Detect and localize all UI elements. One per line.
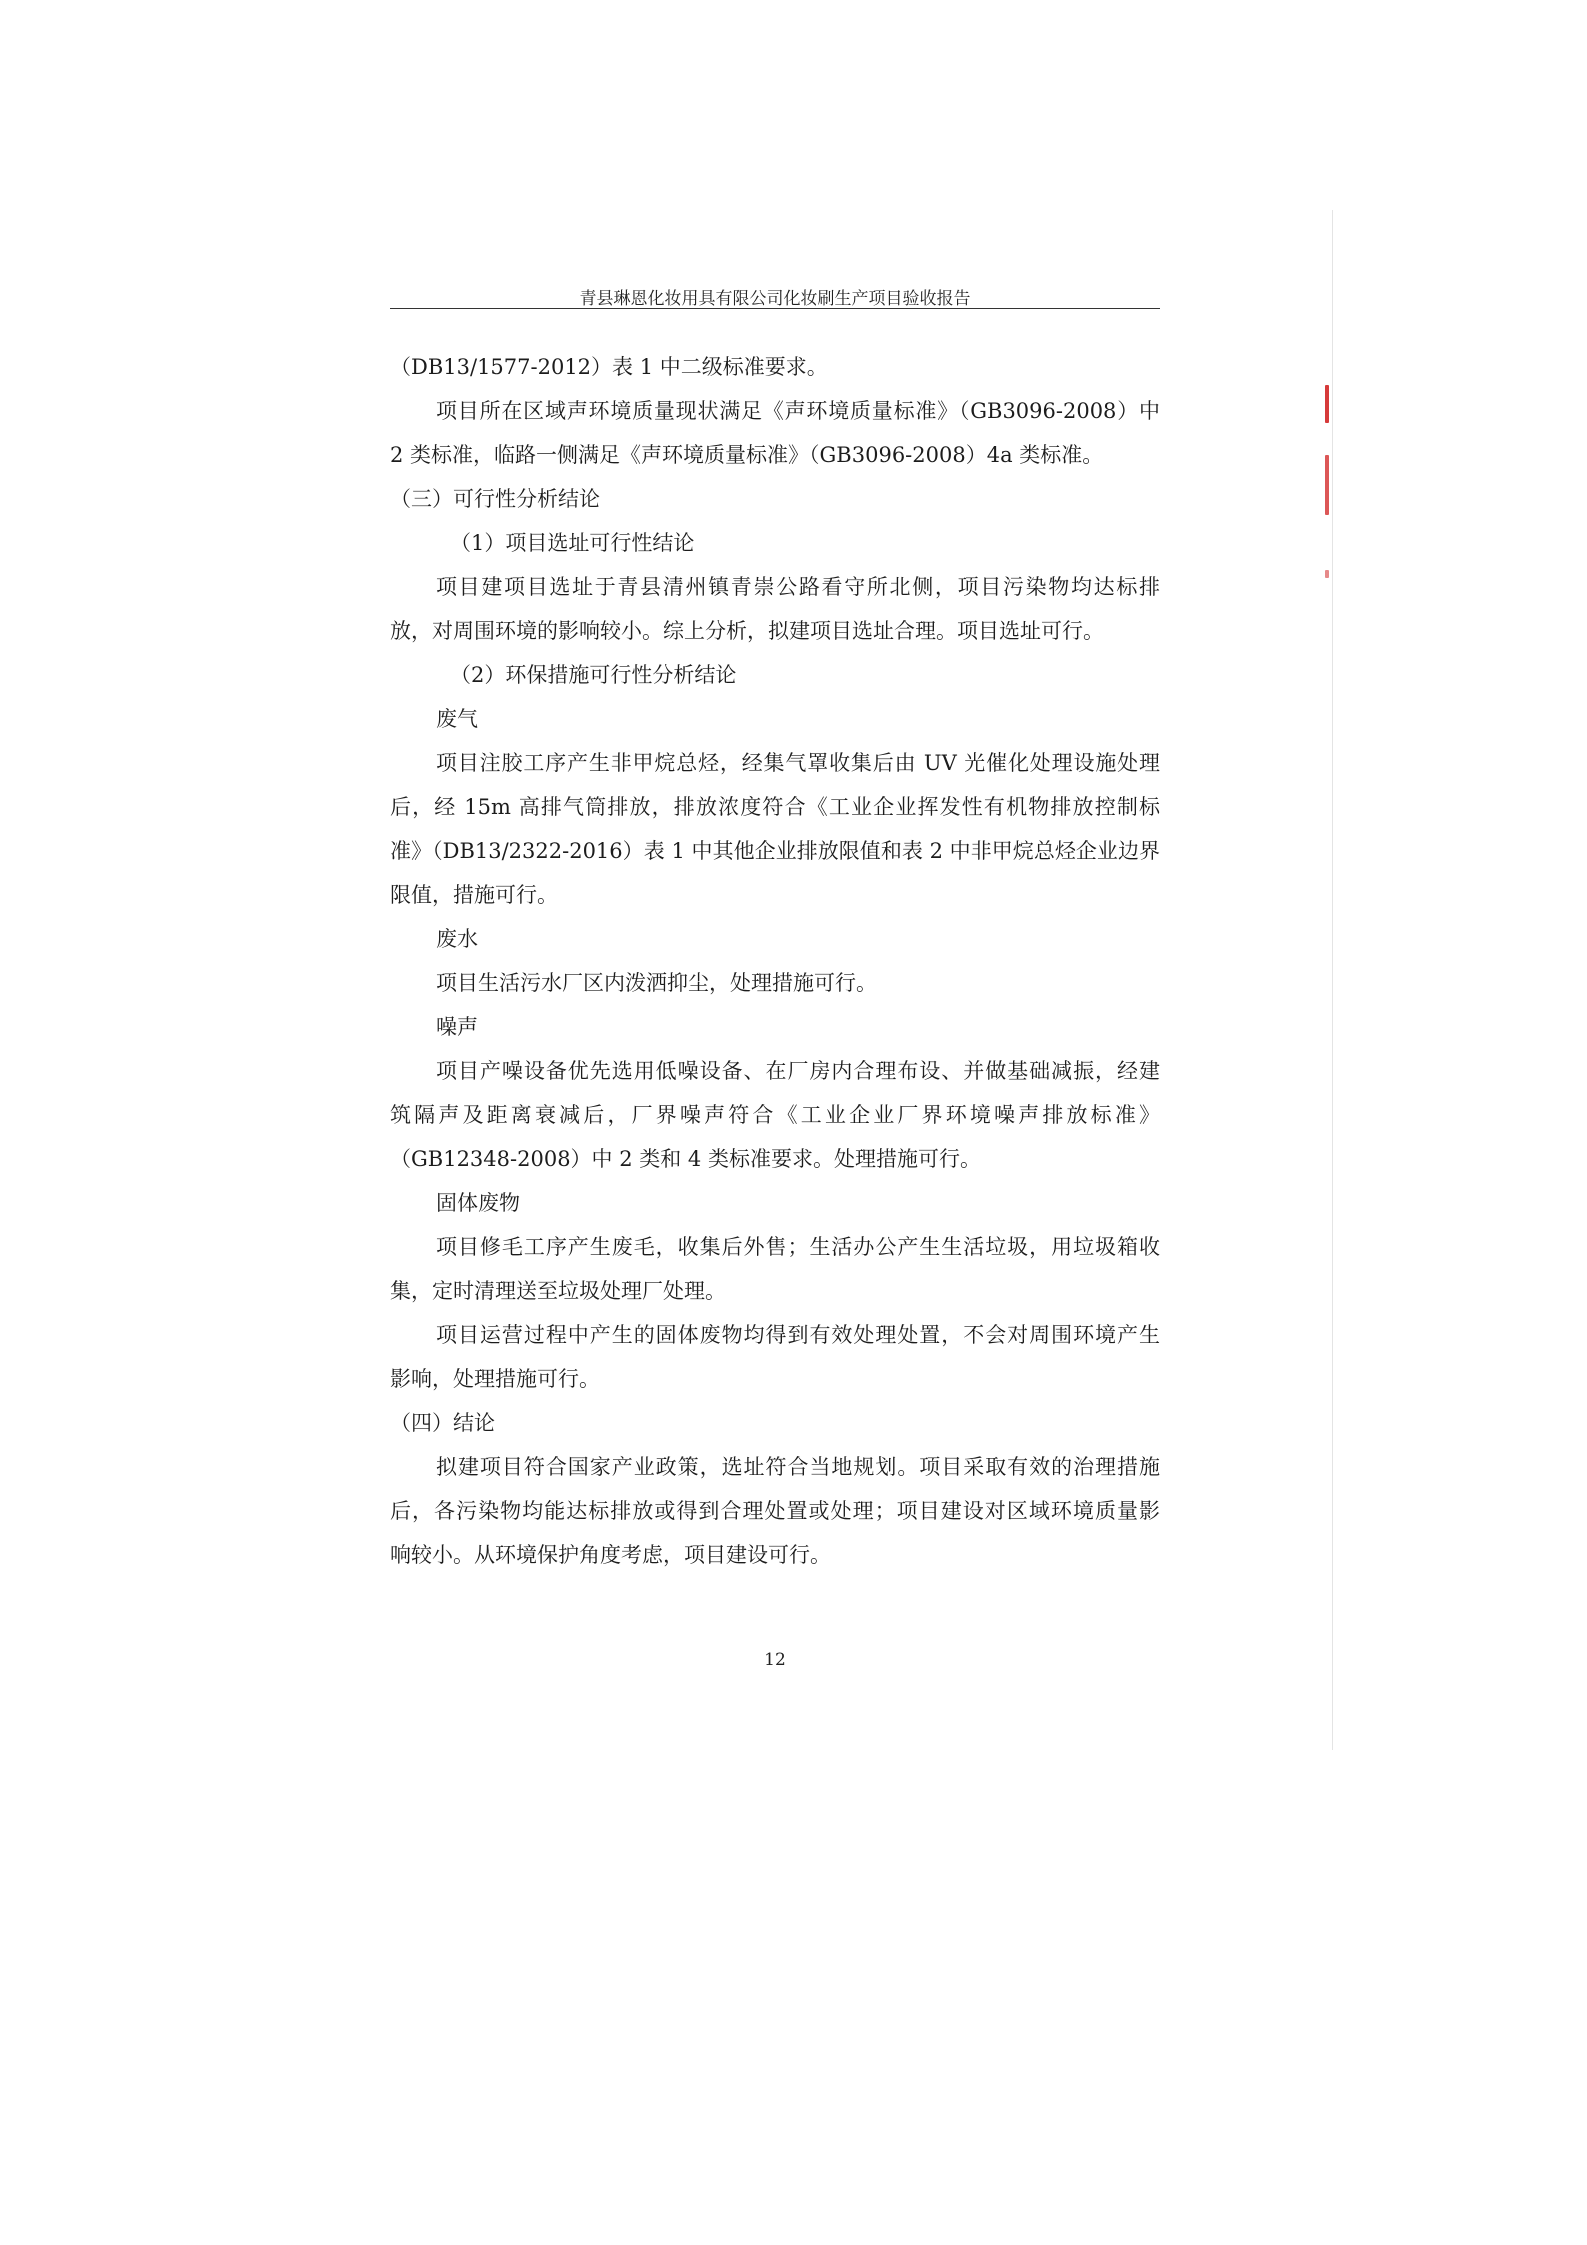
- body-line: 筑隔声及距离衰减后，厂界噪声符合《工业企业厂界环境噪声排放标准》: [390, 1103, 1160, 1127]
- seal-edge-mark: [1325, 385, 1329, 423]
- body-line: 准》（DB13/2322-2016）表 1 中其他企业排放限值和表 2 中非甲烷总烃企业边界: [390, 839, 1160, 863]
- running-header: 青县琳恩化妆用具有限公司化妆刷生产项目验收报告: [579, 289, 971, 309]
- body-line: 项目修毛工序产生废毛，收集后外售；生活办公产生生活垃圾，用垃圾箱收: [436, 1235, 1160, 1259]
- body-line: （四）结论: [390, 1411, 495, 1435]
- body-line: 拟建项目符合国家产业政策，选址符合当地规划。项目采取有效的治理措施: [436, 1455, 1160, 1479]
- body-line: 响较小。从环境保护角度考虑，项目建设可行。: [390, 1543, 831, 1567]
- report-body: [390, 345, 1160, 1577]
- body-line: 项目产噪设备优先选用低噪设备、在厂房内合理布设、并做基础减振，经建: [436, 1059, 1160, 1083]
- body-line: （DB13/1577-2012）表 1 中二级标准要求。: [390, 355, 828, 379]
- body-line: 项目所在区域声环境质量现状满足《声环境质量标准》（GB3096-2008）中: [436, 399, 1160, 423]
- body-line: 后，经 15m 高排气筒排放，排放浓度符合《工业企业挥发性有机物排放控制标: [390, 795, 1160, 819]
- body-line: 影响，处理措施可行。: [390, 1367, 600, 1391]
- header-rule: [390, 308, 1160, 309]
- body-line: 噪声: [436, 1015, 478, 1039]
- body-line: 废气: [436, 707, 478, 731]
- body-line: 项目注胶工序产生非甲烷总烃，经集气罩收集后由 UV 光催化处理设施处理: [436, 751, 1160, 775]
- body-line: 2 类标准，临路一侧满足《声环境质量标准》（GB3096-2008）4a 类标准。: [390, 443, 1104, 467]
- seal-edge-mark: [1325, 455, 1329, 515]
- scan-edge-line: [1332, 210, 1333, 1750]
- body-line: 后，各污染物均能达标排放或得到合理处置或处理；项目建设对区域环境质量影: [390, 1499, 1160, 1523]
- body-line: 固体废物: [436, 1191, 520, 1215]
- body-line: 项目生活污水厂区内泼洒抑尘，处理措施可行。: [436, 971, 877, 995]
- body-line: 废水: [436, 927, 478, 951]
- body-line: 放，对周围环境的影响较小。综上分析，拟建项目选址合理。项目选址可行。: [390, 619, 1104, 643]
- body-line: （三）可行性分析结论: [390, 487, 600, 511]
- seal-edge-mark: [1325, 570, 1329, 578]
- body-line: 限值，措施可行。: [390, 883, 558, 907]
- page-number: 12: [764, 1650, 786, 1670]
- body-line: 项目建项目选址于青县清州镇青崇公路看守所北侧，项目污染物均达标排: [436, 575, 1160, 599]
- body-line: （1）项目选址可行性结论: [450, 531, 695, 555]
- body-line: 集，定时清理送至垃圾处理厂处理。: [390, 1279, 726, 1303]
- body-line: （2）环保措施可行性分析结论: [450, 663, 737, 687]
- body-line: 项目运营过程中产生的固体废物均得到有效处理处置，不会对周围环境产生: [436, 1323, 1160, 1347]
- body-line: （GB12348-2008）中 2 类和 4 类标准要求。处理措施可行。: [390, 1147, 981, 1171]
